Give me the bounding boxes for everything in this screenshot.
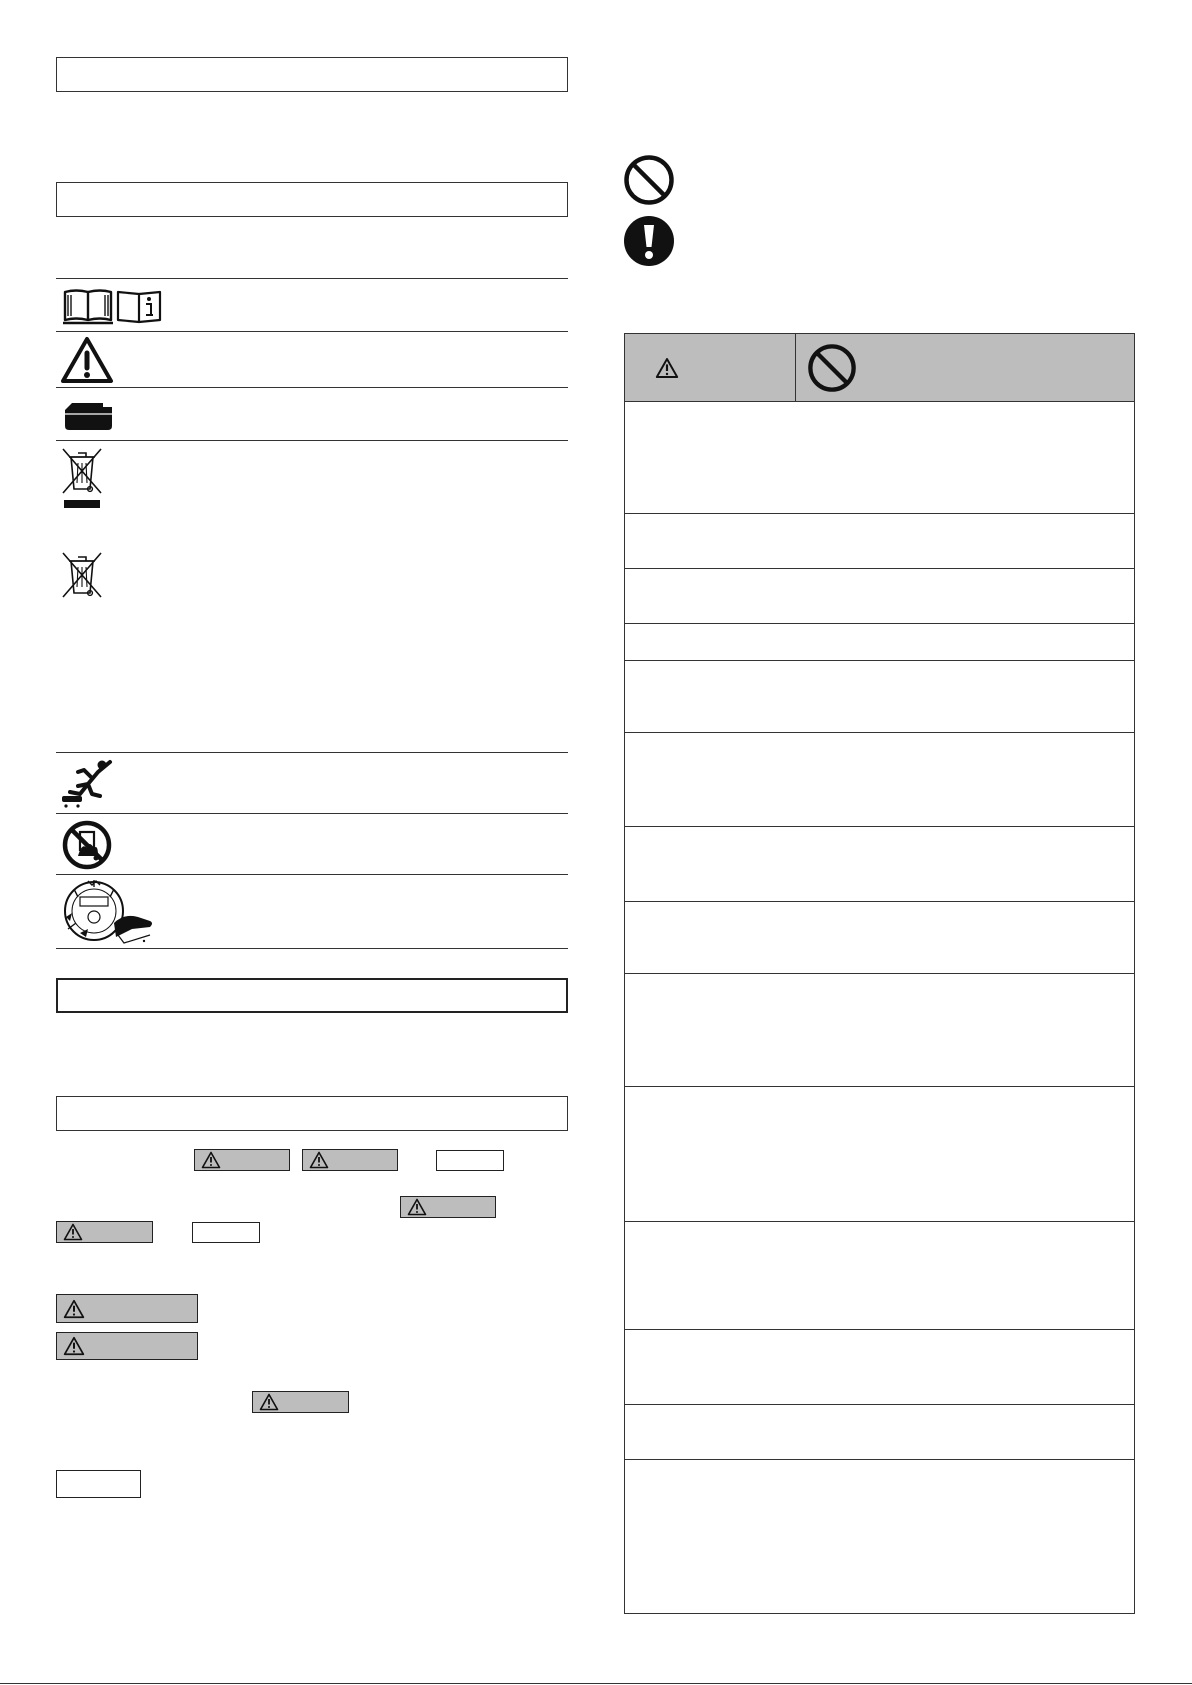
notice-box <box>436 1150 504 1171</box>
notice-box <box>192 1222 260 1243</box>
section-header-box-1 <box>56 57 568 92</box>
warning-triangle-icon <box>655 357 679 379</box>
footer-rule <box>0 1683 1192 1684</box>
section-header-box-4 <box>56 1096 568 1131</box>
battery-icon <box>62 396 116 432</box>
table-row-divider <box>625 568 1134 569</box>
crossed-bin-icon <box>60 447 104 511</box>
prohibition-circle-icon <box>807 343 857 393</box>
warning-signal-badge <box>56 1221 153 1243</box>
robot-cleaner-icon <box>58 877 158 945</box>
warning-signal-badge <box>56 1332 198 1360</box>
symbol-table-rule <box>56 278 568 279</box>
warning-signal-badge <box>302 1149 398 1171</box>
table-row-divider <box>625 973 1134 974</box>
table-row-divider <box>625 1221 1134 1222</box>
warning-signal-badge <box>194 1149 290 1171</box>
table-row-divider <box>625 1459 1134 1460</box>
symbol-table-rule <box>56 752 568 753</box>
warning-signal-badge <box>400 1196 496 1218</box>
table-row-divider <box>625 623 1134 624</box>
symbol-table-rule <box>56 387 568 388</box>
manual-book-icon <box>62 286 166 326</box>
warning-triangle-icon <box>60 336 114 384</box>
symbol-table-rule <box>56 948 568 949</box>
section-header-box-3 <box>56 978 568 1013</box>
section-header-box-2 <box>56 182 568 217</box>
table-row-divider <box>625 513 1134 514</box>
prohibition-circle-icon <box>623 154 675 206</box>
warning-signal-badge <box>252 1391 349 1413</box>
table-row-divider <box>625 1404 1134 1405</box>
symbol-table-rule <box>56 874 568 875</box>
slip-fall-icon <box>58 756 118 810</box>
symbol-table-rule <box>56 813 568 814</box>
crossed-bin-icon <box>60 551 104 601</box>
no-fire-icon <box>60 818 114 872</box>
table-row-divider <box>625 1329 1134 1330</box>
table-row-divider <box>625 826 1134 827</box>
safety-table <box>624 333 1135 1614</box>
table-row-divider <box>625 732 1134 733</box>
symbol-table-rule <box>56 331 568 332</box>
header-divider <box>795 334 796 401</box>
exclamation-circle-icon <box>623 215 675 267</box>
safety-table-header <box>625 334 1134 402</box>
table-row-divider <box>625 660 1134 661</box>
table-row-divider <box>625 1086 1134 1087</box>
notice-box <box>56 1470 141 1498</box>
warning-signal-badge <box>56 1294 198 1323</box>
table-row-divider <box>625 901 1134 902</box>
symbol-table-rule <box>56 440 568 441</box>
